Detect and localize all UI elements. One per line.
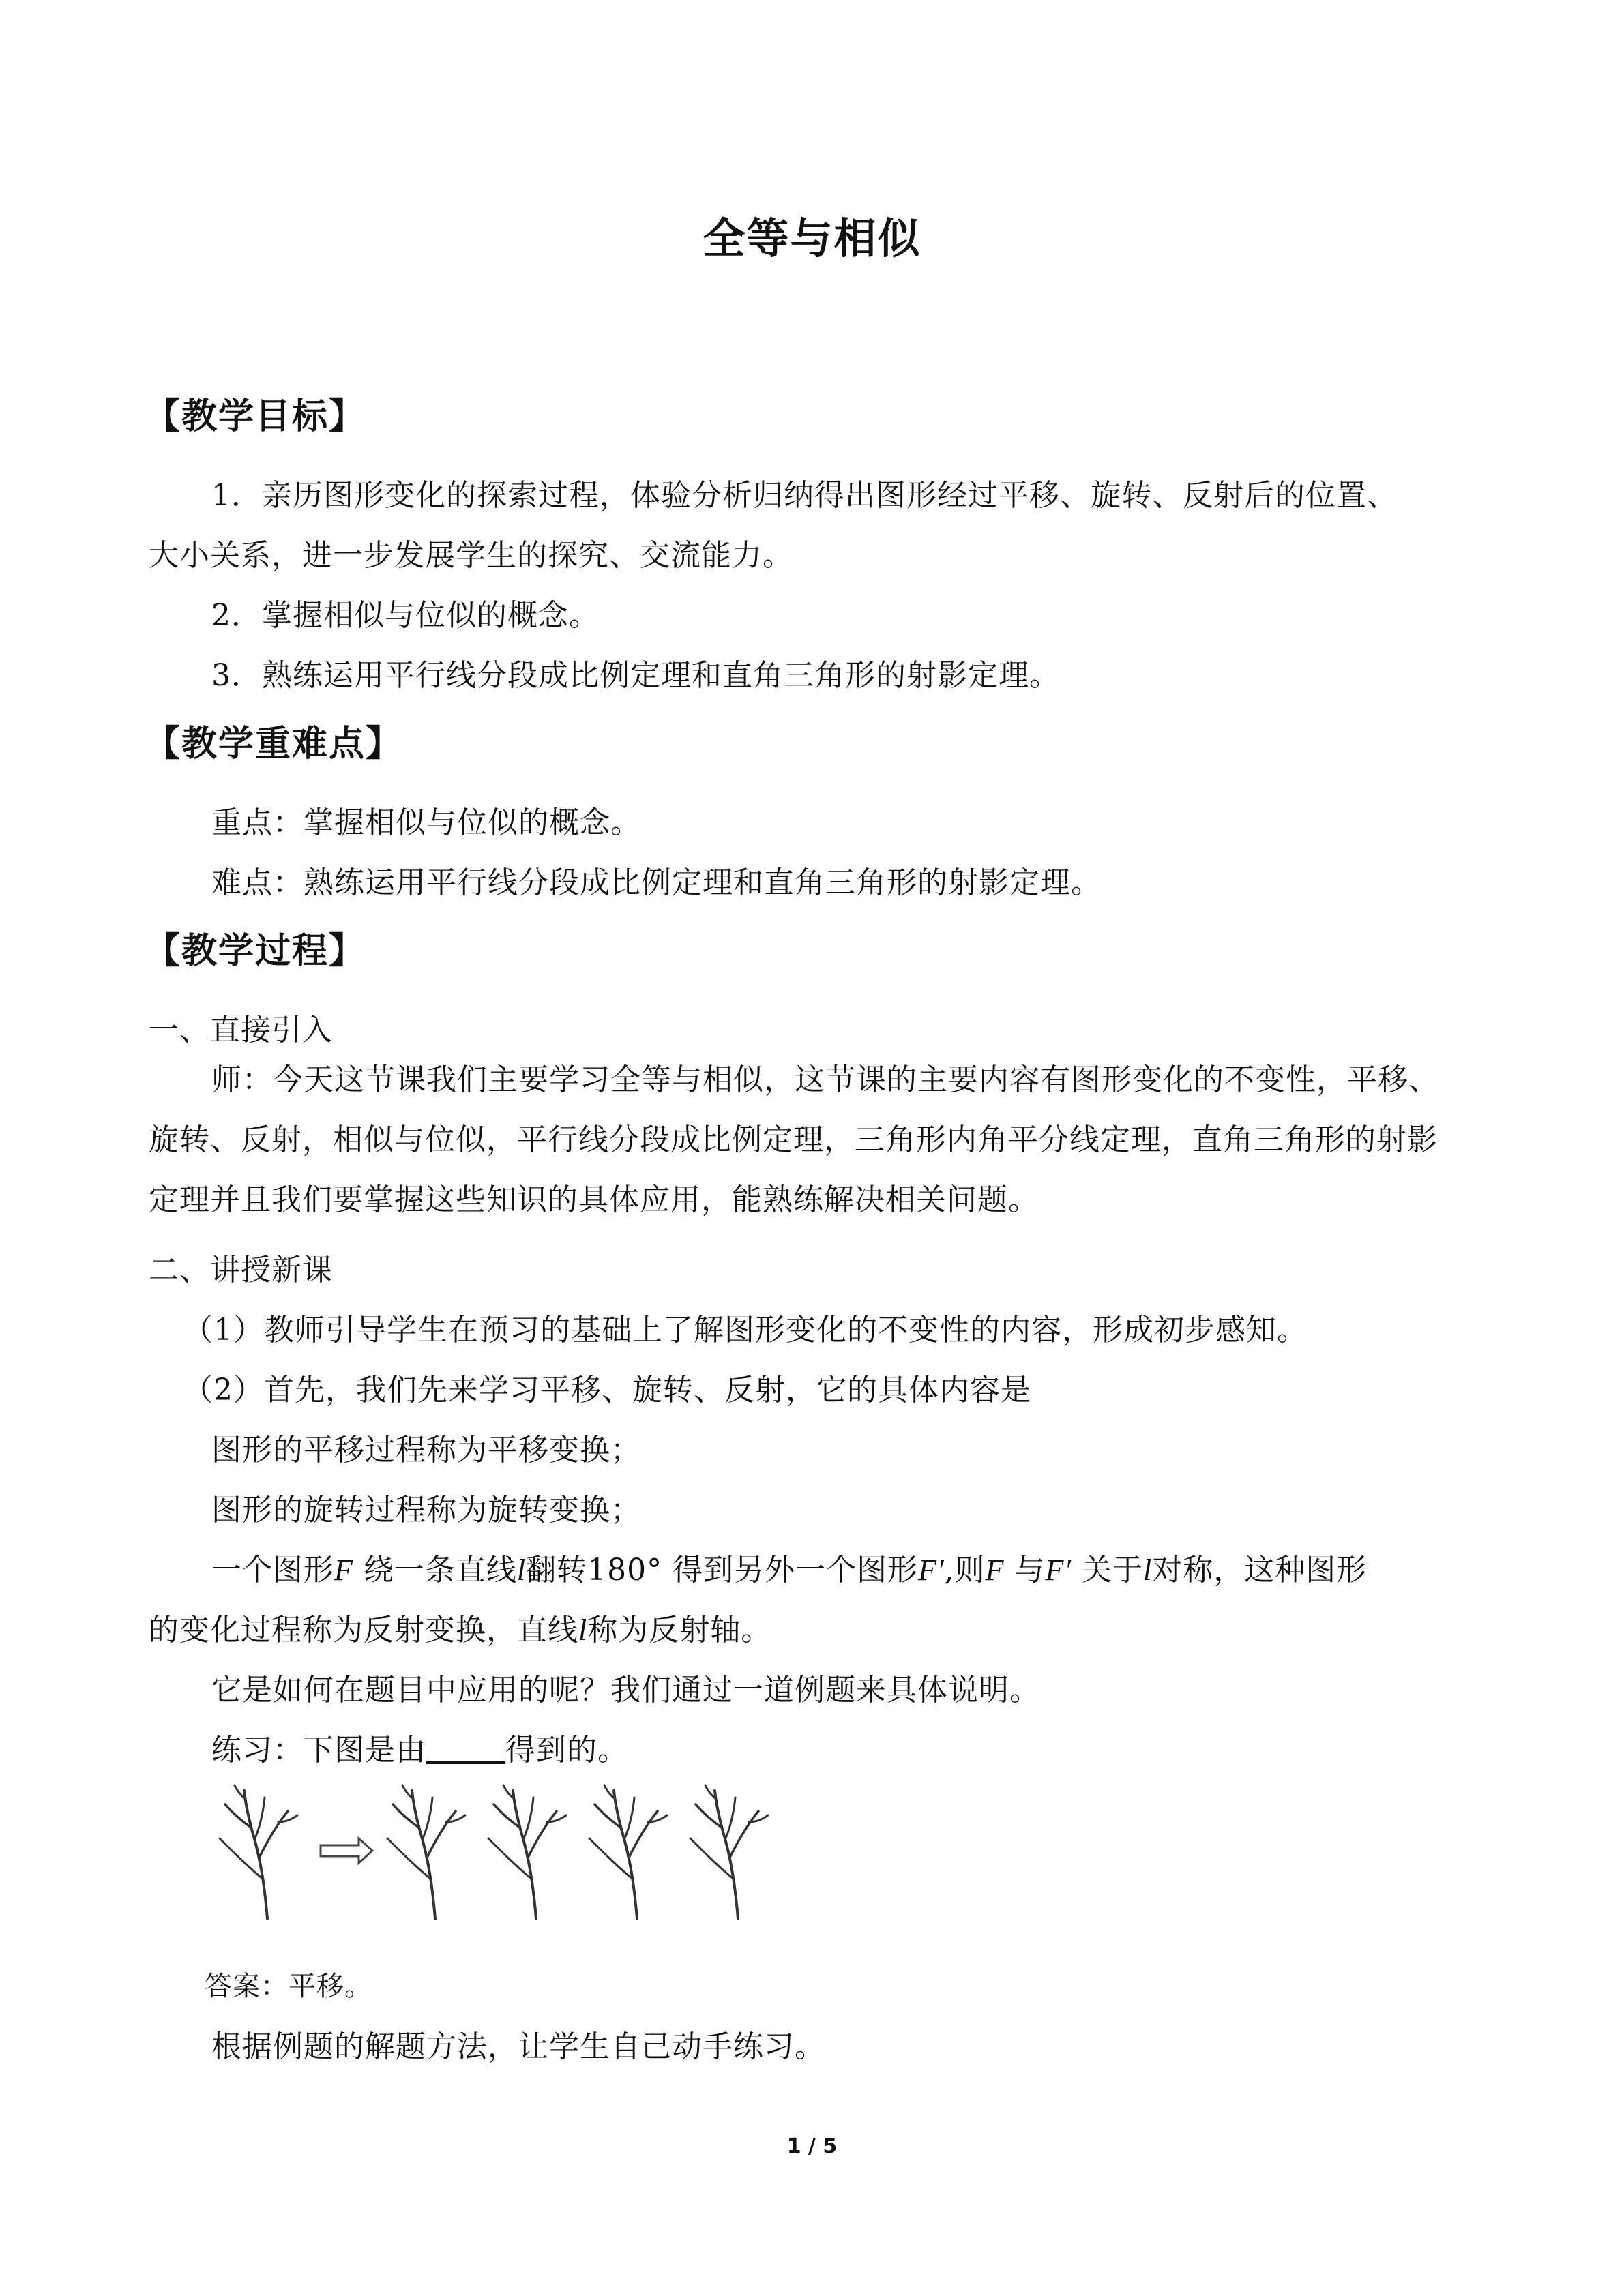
objective-2: 2．掌握相似与位似的概念。 xyxy=(211,598,600,633)
exercise-suffix: 得到的。 xyxy=(505,1733,628,1768)
math-F-prime: F′ xyxy=(918,1553,945,1587)
original-tree-icon xyxy=(220,1785,297,1919)
page-number: 1 / 5 xyxy=(786,2134,838,2158)
math-l-3: l xyxy=(578,1613,588,1647)
math-F: F xyxy=(334,1553,353,1587)
math-F-2: F xyxy=(985,1553,1005,1587)
practice-text: 根据例题的解题方法，让学生自己动手练习。 xyxy=(211,2029,825,2064)
heading-process: 【教学过程】 xyxy=(145,931,366,972)
rotation-definition: 图形的旋转过程称为旋转变换； xyxy=(211,1493,641,1527)
arrow-right-icon xyxy=(321,1838,372,1863)
translated-tree-3-icon xyxy=(589,1785,667,1919)
translated-tree-1-icon xyxy=(387,1785,465,1919)
key-point: 重点：掌握相似与位似的概念。 xyxy=(211,805,641,840)
answer-text: 答案：平移。 xyxy=(205,1971,372,2002)
reflection-text-7: 关于 xyxy=(1082,1553,1144,1587)
translation-figure xyxy=(211,1780,798,1923)
reflection-text-4: 得到另外一个图形 xyxy=(673,1553,919,1587)
objective-1-line-2: 大小关系，进一步发展学生的探究、交流能力。 xyxy=(149,538,793,573)
math-l-2: l xyxy=(1143,1553,1153,1587)
reflection-text-3: 翻转180° xyxy=(526,1553,663,1587)
reflection-text-6: 与 xyxy=(1014,1553,1046,1587)
exercise-prefix: 练习：下图是由 xyxy=(211,1733,426,1768)
difficult-point: 难点：熟练运用平行线分段成比例定理和直角三角形的射影定理。 xyxy=(211,865,1102,900)
reflection-text-5: ,则 xyxy=(944,1553,986,1587)
objective-1-line-1: 1．亲历图形变化的探索过程，体验分析归纳得出图形经过平移、旋转、反射后的位置、 xyxy=(211,478,1398,513)
heading-objectives: 【教学目标】 xyxy=(145,396,366,437)
reflection-text-2: 绕一条直线 xyxy=(363,1553,517,1587)
reflection-line2-text-2: 称为反射轴。 xyxy=(587,1613,772,1648)
reflection-definition-line-1 xyxy=(211,1550,1367,1591)
step-2: （2）首先，我们先来学习平移、旋转、反射，它的具体内容是 xyxy=(183,1373,1031,1407)
reflection-definition-line-2 xyxy=(149,1610,771,1651)
part-2-title: 二、讲授新课 xyxy=(149,1253,333,1287)
objective-3: 3．熟练运用平行线分段成比例定理和直角三角形的射影定理。 xyxy=(211,658,1060,693)
reflection-line2-text-1: 的变化过程称为反射变换，直线 xyxy=(149,1613,578,1648)
heading-keypoints: 【教学重难点】 xyxy=(145,724,403,764)
question-text: 它是如何在题目中应用的呢？我们通过一道例题来具体说明。 xyxy=(211,1673,1040,1708)
math-F-prime-2: F′ xyxy=(1045,1553,1072,1587)
step-1: （1）教师引导学生在预习的基础上了解图形变化的不变性的内容，形成初步感知。 xyxy=(183,1313,1308,1347)
translated-tree-2-icon xyxy=(488,1785,566,1919)
part-1-title: 一、直接引入 xyxy=(149,1013,333,1047)
reflection-text-1: 一个图形 xyxy=(211,1553,334,1587)
translation-definition: 图形的平移过程称为平移变换； xyxy=(211,1433,641,1467)
teacher-intro-paragraph: 师：今天这节课我们主要学习全等与相似，这节课的主要内容有图形变化的不变性，平移、旋转、反射，相似与位似，平行线分段成比例定理，三角形内角平分线定理，直角三角形的射影定理并且我们要掌握这些知识的具体应用，能熟练解决相关问题。 xyxy=(149,1062,1439,1217)
page-title: 全等与相似 xyxy=(703,213,921,263)
exercise-line xyxy=(211,1730,628,1771)
translated-tree-4-icon xyxy=(690,1785,768,1919)
math-l: l xyxy=(516,1553,527,1587)
reflection-text-8: 对称，这种图形 xyxy=(1152,1553,1368,1587)
answer-blank xyxy=(426,1731,505,1764)
